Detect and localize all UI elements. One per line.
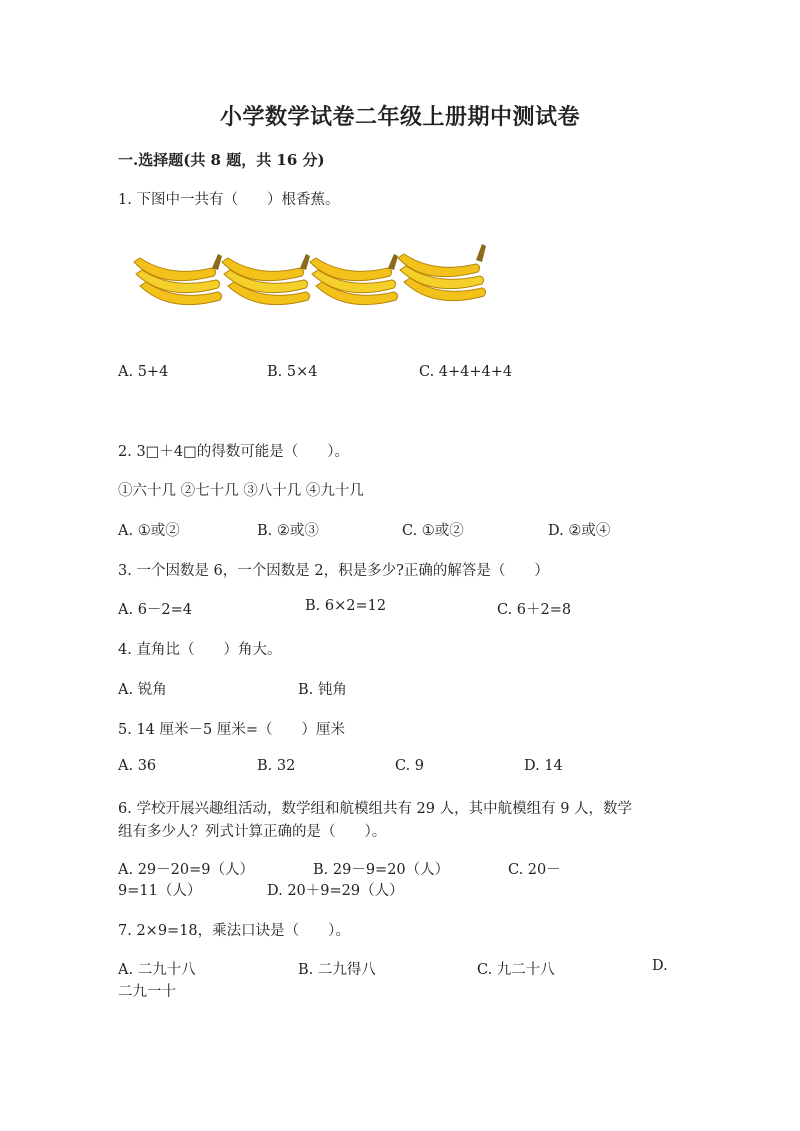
page-title: 小学数学试卷二年级上册期中测试卷 [219,104,580,130]
question-6-stem-line1: 6. 学校开展兴趣组活动，数学组和航模组共有 29 人，其中航模组有 9 人，数学 [118,801,633,817]
section-heading: 一.选择题(共 8 题，共 16 分) [118,151,325,169]
q3-option-b: B. 6×2=12 [305,598,387,614]
q6-option-b: B. 29－9=20（人） [313,862,450,878]
q4-option-a: A. 锐角 [118,682,167,698]
question-6-stem-line2: 组有多少人？列式计算正确的是（ ）。 [118,824,387,840]
q7-option-d: D. [652,958,668,974]
banana-bunch-icon [134,244,486,305]
q5-option-c: C. 9 [395,758,425,774]
q7-option-c: C. 九二十八 [477,962,555,978]
q5-option-a: A. 36 [118,758,157,774]
question-7-stem: 7. 2×9=18，乘法口诀是（ ）。 [118,923,350,939]
q3-option-c: C. 6＋2=8 [497,602,572,618]
q5-option-d: D. 14 [524,758,563,774]
q1-option-b: B. 5×4 [267,364,318,380]
q7-option-d-continued: 二九一十 [118,984,176,1000]
question-3-stem: 3. 一个因数是 6，一个因数是 2，积是多少?正确的解答是（ ） [118,563,549,579]
q2-option-b: B. ②或③ [257,523,319,539]
q4-option-b: B. 钝角 [298,682,347,698]
question-4-stem: 4. 直角比（ ）角大。 [118,642,282,658]
q2-option-a: A. ①或② [118,523,180,539]
question-5-stem: 5. 14 厘米－5 厘米=（ ）厘米 [118,722,345,738]
q3-option-a: A. 6－2=4 [118,602,193,618]
question-2-choices: ①六十几 ②七十几 ③八十几 ④九十几 [118,483,364,499]
q7-option-a: A. 二九十八 [118,962,196,978]
q6-option-c: C. 20－ [508,862,561,878]
q6-option-d: D. 20＋9=29（人） [267,883,404,899]
question-1-stem: 1. 下图中一共有（ ）根香蕉。 [118,192,340,208]
q2-option-c: C. ①或② [402,523,464,539]
banana-bunches-image [130,240,486,312]
q6-option-c-continued: 9=11（人） [118,883,202,899]
q6-option-a: A. 29－20=9（人） [118,862,254,878]
question-2-stem: 2. 3□＋4□的得数可能是（ ）。 [118,444,350,460]
q1-option-c: C. 4+4+4+4 [419,364,513,380]
q7-option-b: B. 二九得八 [298,962,376,978]
q1-option-a: A. 5+4 [118,364,169,380]
q5-option-b: B. 32 [257,758,296,774]
q2-option-d: D. ②或④ [548,523,611,539]
